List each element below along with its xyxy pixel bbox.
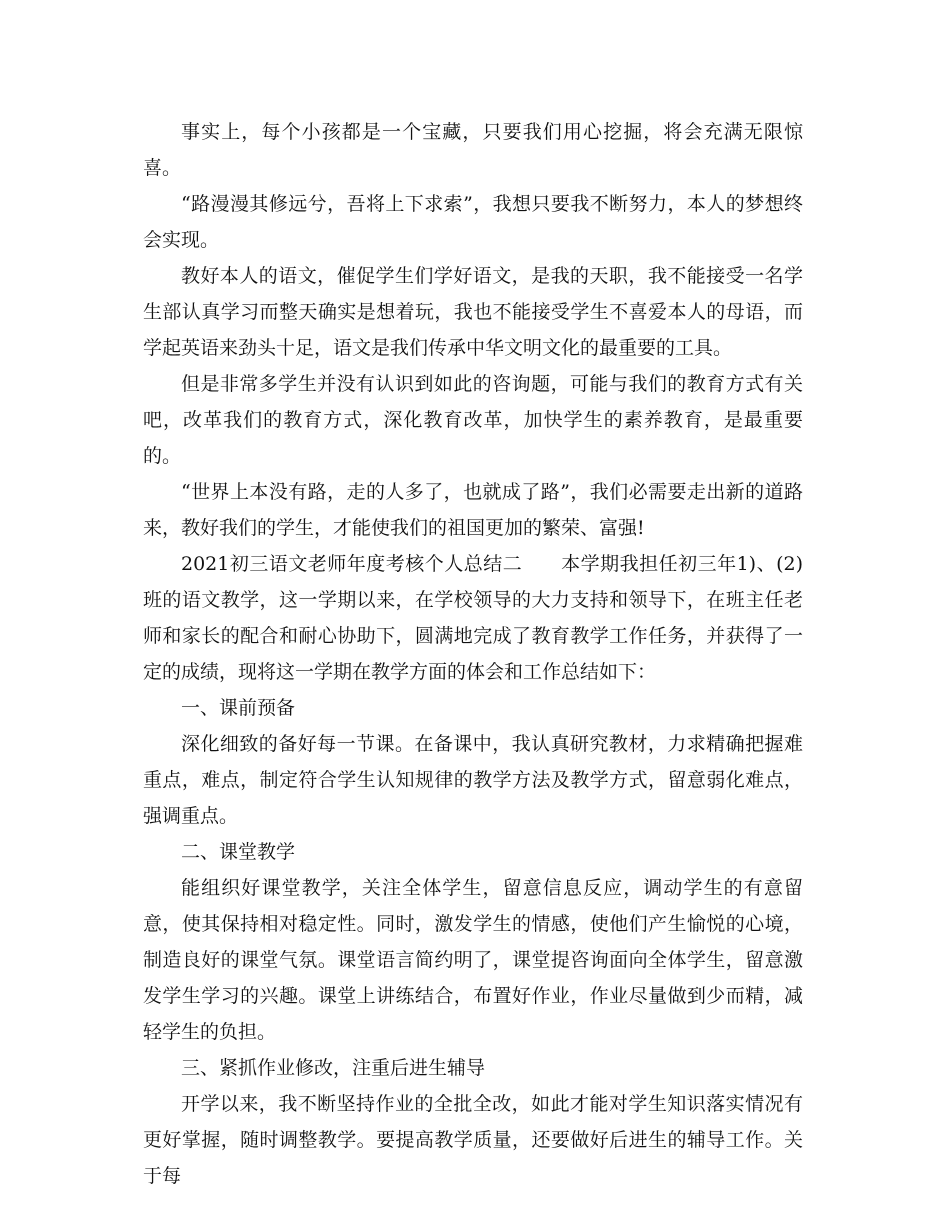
paragraph-quote-dream: “路漫漫其修远兮，吾将上下求索”，我想只要我不断努力，本人的梦想终会实现。 xyxy=(143,193,803,251)
paragraph-quote-road: “世界上本没有路，走的人多了，也就成了路”，我们必需要走出新的道路来，教好我们的学生，才能使我们的祖国更加的繁荣、富强! xyxy=(143,481,803,539)
paragraph-teaching-duty: 教好本人的语文，催促学生们学好语文，是我的天职，我不能接受一名学生部认真学习而整天确实是想着玩，我也不能接受学生不喜爱本人的母语，而学起英语来劲头十足，语文是我们传承中华文明文化的最重要的工具。 xyxy=(143,265,803,359)
paragraph-education-reform: 但是非常多学生并没有认识到如此的咨询题，可能与我们的教育方式有关吧，改革我们的教育方式，深化教育改革，加快学生的素养教育，是最重要的。 xyxy=(143,373,803,467)
section-heading-preparation: 一、课前预备 xyxy=(181,697,296,719)
section-heading-classroom: 二、课堂教学 xyxy=(181,841,296,863)
document-body xyxy=(143,114,803,1194)
paragraph-homework: 开学以来，我不断坚持作业的全批全改，如此才能对学生知识落实情况有更好掌握，随时调整教学。要提高教学质量，还要做好后进生的辅导工作。关于每 xyxy=(143,1093,803,1187)
paragraph-summary-intro: 2021初三语文老师年度考核个人总结二 本学期我担任初三年1)、(2)班的语文教学，这一学期以来，在学校领导的大力支持和领导下，在班主任老师和家长的配合和耐心协助下，圆满地完成了教育教学工作任务，并获得了一定的成绩，现将这一学期在教学方面的体会和工作总结如下： xyxy=(143,553,803,683)
paragraph-classroom: 能组织好课堂教学，关注全体学生，留意信息反应，调动学生的有意留意，使其保持相对稳定性。同时，激发学生的情感，使他们产生愉悦的心境，制造良好的课堂气氛。课堂语言简约明了，课堂提咨询面向全体学生，留意激发学生学习的兴趣。课堂上讲练结合，布置好作业，作业尽量做到少而精，减轻学生的负担。 xyxy=(143,877,803,1043)
section-heading-homework: 三、紧抓作业修改，注重后进生辅导 xyxy=(181,1057,486,1079)
paragraph-preparation: 深化细致的备好每一节课。在备课中，我认真研究教材，力求精确把握难重点，难点，制定符合学生认知规律的教学方法及教学方式，留意弱化难点，强调重点。 xyxy=(143,733,803,827)
paragraph-treasure: 事实上，每个小孩都是一个宝藏，只要我们用心挖掘，将会充满无限惊喜。 xyxy=(143,121,803,179)
